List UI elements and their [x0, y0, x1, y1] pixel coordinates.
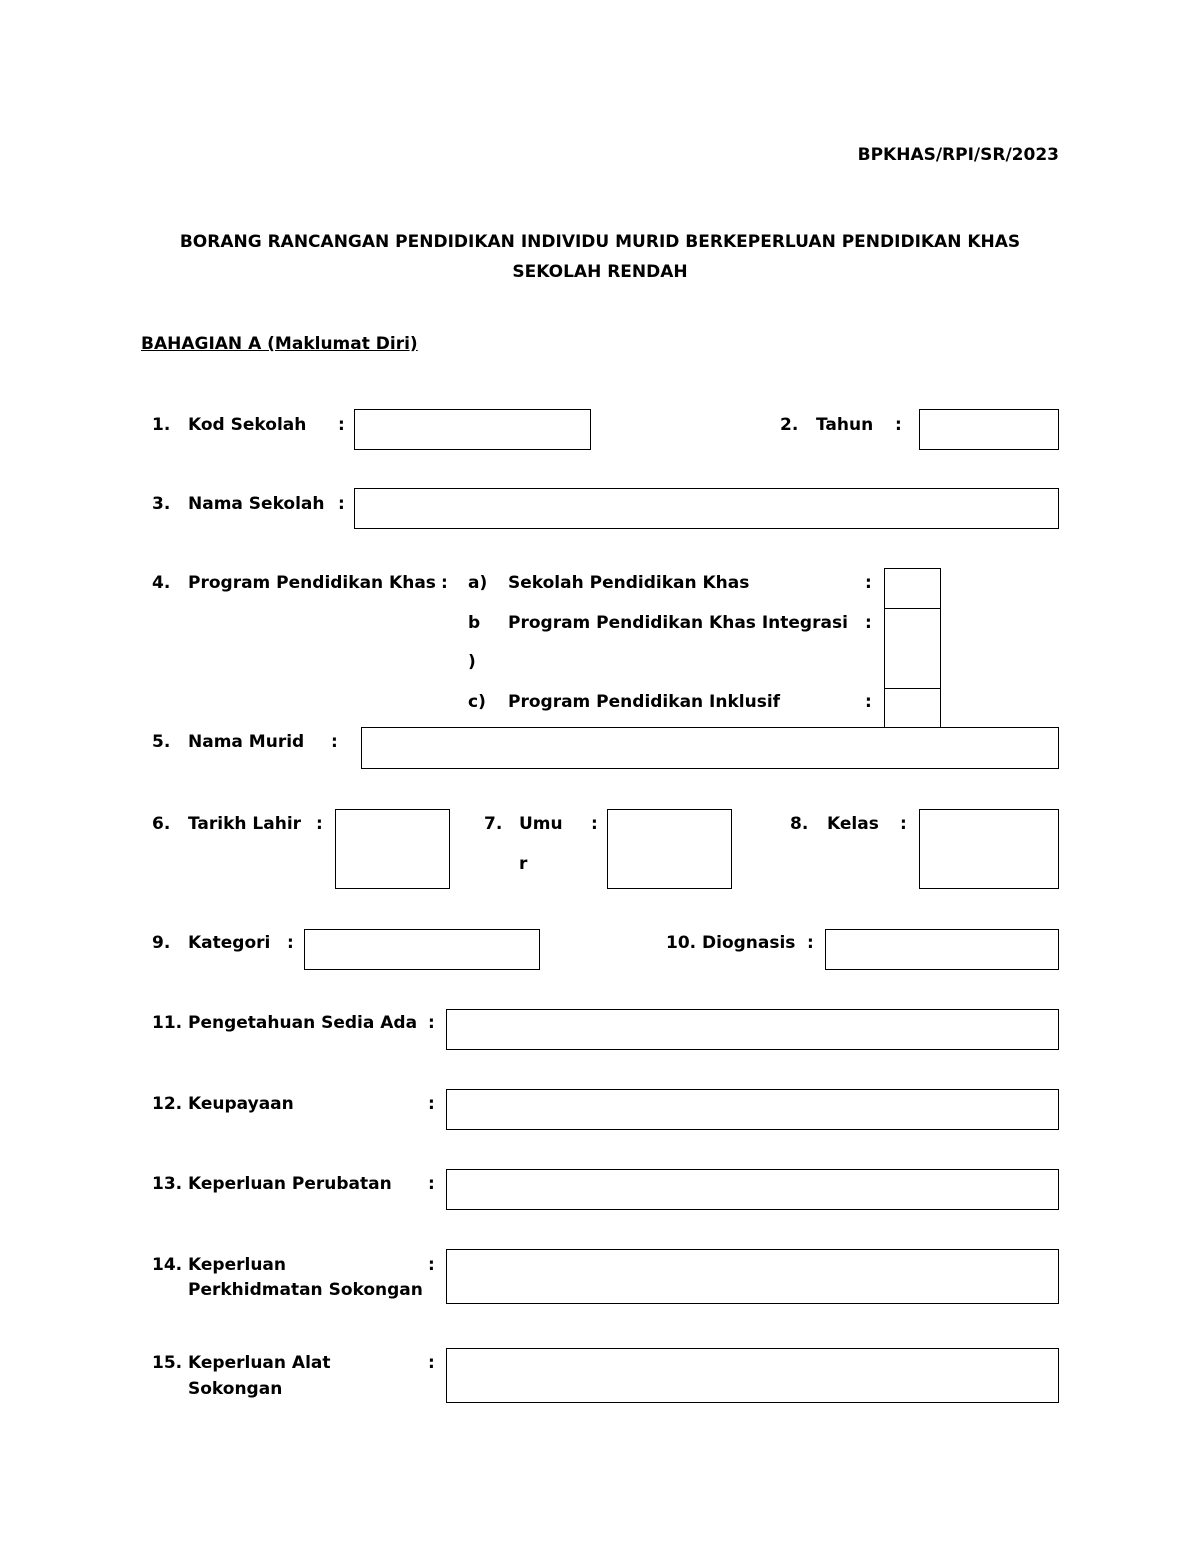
section-heading: BAHAGIAN A (Maklumat Diri) [141, 334, 418, 354]
tarikh-lahir-label: Tarikh Lahir [188, 814, 302, 834]
colon: : [428, 1255, 435, 1275]
keperluan-alat-sokongan-input[interactable] [446, 1348, 1059, 1403]
colon: : [331, 732, 338, 752]
field-number: 2. [780, 415, 799, 435]
nama-sekolah-label: Nama Sekolah [188, 494, 325, 514]
field-number: 7. [484, 814, 503, 834]
option-letter: c) [468, 692, 486, 712]
colon: : [428, 1353, 435, 1373]
field-number: 12. [152, 1094, 183, 1114]
colon: : [591, 814, 598, 834]
colon: : [807, 933, 814, 953]
colon: : [865, 573, 872, 593]
colon: : [428, 1094, 435, 1114]
colon: : [865, 692, 872, 712]
colon: : [316, 814, 323, 834]
pengetahuan-sedia-ada-label: Pengetahuan Sedia Ada [188, 1013, 418, 1033]
umur-label-continuation: r [519, 854, 528, 874]
field-number: 11. [152, 1013, 183, 1033]
program-pendidikan-khas-label: Program Pendidikan Khas [188, 573, 436, 593]
field-number: 8. [790, 814, 809, 834]
option-sekolah-pendidikan-khas-label: Sekolah Pendidikan Khas [508, 573, 750, 593]
field-number: 15. [152, 1353, 183, 1373]
kod-sekolah-input[interactable] [354, 409, 591, 450]
tarikh-lahir-input[interactable] [335, 809, 450, 889]
umur-input[interactable] [607, 809, 732, 889]
kelas-input[interactable] [919, 809, 1059, 889]
field-number: 1. [152, 415, 171, 435]
field-number: 13. [152, 1174, 183, 1194]
tahun-input[interactable] [919, 409, 1059, 450]
keperluan-alat-label-line2: Sokongan [188, 1379, 283, 1399]
diognasis-input[interactable] [825, 929, 1059, 970]
field-number: 14. [152, 1255, 183, 1275]
form-title-line1: BORANG RANCANGAN PENDIDIKAN INDIVIDU MURID BERKEPERLUAN PENDIDIKAN KHAS [179, 232, 1021, 252]
kelas-label: Kelas [827, 814, 879, 834]
field-number: 9. [152, 933, 171, 953]
colon: : [900, 814, 907, 834]
diognasis-label: Diognasis [702, 933, 796, 953]
keupayaan-label: Keupayaan [188, 1094, 294, 1114]
field-number: 5. [152, 732, 171, 752]
colon: : [338, 415, 345, 435]
umur-label: Umu [519, 814, 563, 834]
kategori-label: Kategori [188, 933, 271, 953]
colon: : [428, 1174, 435, 1194]
colon: : [338, 494, 345, 514]
tahun-label: Tahun [816, 415, 874, 435]
field-number: 6. [152, 814, 171, 834]
keperluan-alat-label-line1: Keperluan Alat [188, 1353, 331, 1373]
field-number: 10. [666, 933, 697, 953]
pengetahuan-sedia-ada-input[interactable] [446, 1009, 1059, 1050]
keperluan-perubatan-input[interactable] [446, 1169, 1059, 1210]
option-program-integrasi-label: Program Pendidikan Khas Integrasi [508, 613, 848, 633]
field-number: 4. [152, 573, 171, 593]
option-program-inklusif-label: Program Pendidikan Inklusif [508, 692, 781, 712]
kod-sekolah-label: Kod Sekolah [188, 415, 307, 435]
kategori-input[interactable] [304, 929, 540, 970]
nama-sekolah-input[interactable] [354, 488, 1059, 529]
keperluan-perkhidmatan-sokongan-input[interactable] [446, 1249, 1059, 1304]
colon: : [428, 1013, 435, 1033]
keperluan-perkhidmatan-label-line2: Perkhidmatan Sokongan [188, 1280, 423, 1300]
form-reference-code: BPKHAS/RPI/SR/2023 [857, 145, 1059, 165]
colon: : [895, 415, 902, 435]
nama-murid-input[interactable] [361, 727, 1059, 769]
colon: : [865, 613, 872, 633]
checkbox-program-integrasi[interactable] [884, 608, 941, 689]
keperluan-perubatan-label: Keperluan Perubatan [188, 1174, 392, 1194]
field-number: 3. [152, 494, 171, 514]
colon: : [287, 933, 294, 953]
keupayaan-input[interactable] [446, 1089, 1059, 1130]
option-letter: a) [468, 573, 488, 593]
keperluan-perkhidmatan-label-line1: Keperluan [188, 1255, 286, 1275]
form-title-line2: SEKOLAH RENDAH [512, 262, 688, 282]
colon: : [441, 573, 448, 593]
option-letter: b [468, 613, 481, 633]
checkbox-program-inklusif[interactable] [884, 688, 941, 728]
option-letter-continuation: ) [468, 652, 476, 672]
nama-murid-label: Nama Murid [188, 732, 305, 752]
checkbox-sekolah-pendidikan-khas[interactable] [884, 568, 941, 609]
